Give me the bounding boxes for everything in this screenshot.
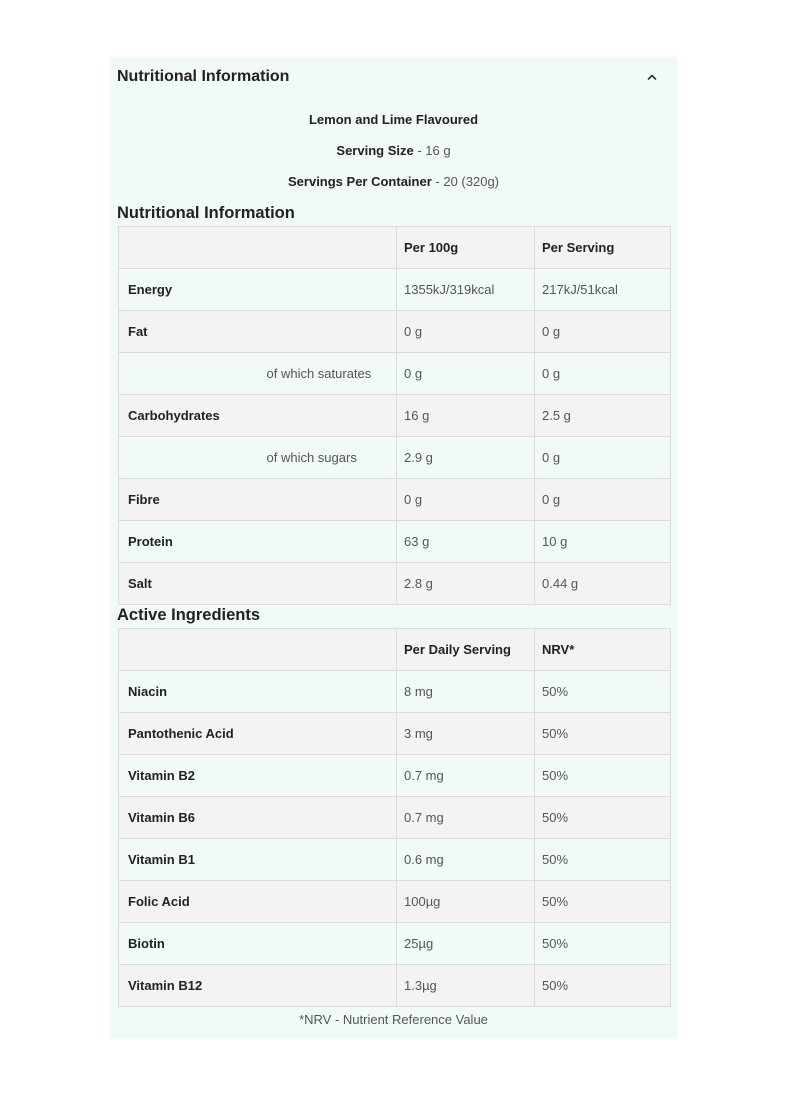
per-100g-value: 0 g bbox=[397, 353, 535, 395]
nutrient-name: Salt bbox=[119, 563, 267, 605]
spacer-cell bbox=[267, 965, 397, 1007]
daily-serving-amount: 8 mg bbox=[397, 671, 535, 713]
column-header: Per Daily Serving bbox=[397, 629, 535, 671]
nutrient-subitem bbox=[267, 563, 397, 605]
nutrition-panel bbox=[110, 57, 677, 1039]
per-100g-value: 0 g bbox=[397, 479, 535, 521]
spacer-cell bbox=[267, 797, 397, 839]
nutrient-subitem bbox=[267, 311, 397, 353]
ingredient-name: Vitamin B1 bbox=[119, 839, 267, 881]
table-row bbox=[119, 353, 671, 395]
table-row bbox=[119, 797, 671, 839]
ingredient-name: Vitamin B6 bbox=[119, 797, 267, 839]
active-ingredients-table bbox=[118, 628, 671, 1007]
table-row bbox=[119, 671, 671, 713]
table-row bbox=[119, 881, 671, 923]
per-100g-value: 1355kJ/319kcal bbox=[397, 269, 535, 311]
table-header-row bbox=[119, 227, 671, 269]
spacer-cell bbox=[267, 881, 397, 923]
per-serving-value: 217kJ/51kcal bbox=[535, 269, 671, 311]
daily-serving-amount: 0.6 mg bbox=[397, 839, 535, 881]
table-row bbox=[119, 269, 671, 311]
per-100g-value: 2.9 g bbox=[397, 437, 535, 479]
ingredient-name: Pantothenic Acid bbox=[119, 713, 267, 755]
nutrient-name: Protein bbox=[119, 521, 267, 563]
per-100g-value: 63 g bbox=[397, 521, 535, 563]
nrv-percent: 50% bbox=[535, 881, 671, 923]
serving-size-value: - 16 g bbox=[417, 143, 451, 158]
nutrient-name: Carbohydrates bbox=[119, 395, 267, 437]
daily-serving-amount: 25µg bbox=[397, 923, 535, 965]
active-section-title: Active Ingredients bbox=[117, 606, 261, 624]
ingredient-name: Vitamin B12 bbox=[119, 965, 267, 1007]
ingredient-name: Vitamin B2 bbox=[119, 755, 267, 797]
spacer-cell bbox=[267, 713, 397, 755]
ingredient-name: Folic Acid bbox=[119, 881, 267, 923]
spacer-cell bbox=[267, 923, 397, 965]
table-row bbox=[119, 965, 671, 1007]
spacer-cell bbox=[267, 755, 397, 797]
nutrient-name: Fat bbox=[119, 311, 267, 353]
column-header: NRV* bbox=[535, 629, 671, 671]
table-row bbox=[119, 521, 671, 563]
serving-size-label: Serving Size bbox=[336, 143, 414, 158]
serving-size-line bbox=[110, 143, 677, 158]
per-serving-value: 0.44 g bbox=[535, 563, 671, 605]
nutrient-subitem: of which saturates bbox=[267, 353, 397, 395]
flavour-line bbox=[110, 112, 677, 127]
nutrition-section-title: Nutritional Information bbox=[117, 204, 295, 222]
daily-serving-amount: 3 mg bbox=[397, 713, 535, 755]
nutrient-name bbox=[119, 437, 267, 479]
nrv-percent: 50% bbox=[535, 797, 671, 839]
nutrient-subitem: of which sugars bbox=[267, 437, 397, 479]
daily-serving-amount: 100µg bbox=[397, 881, 535, 923]
per-100g-value: 2.8 g bbox=[397, 563, 535, 605]
servings-label: Servings Per Container bbox=[288, 174, 432, 189]
column-header: Per 100g bbox=[397, 227, 535, 269]
table-row bbox=[119, 563, 671, 605]
table-row bbox=[119, 755, 671, 797]
nrv-percent: 50% bbox=[535, 755, 671, 797]
table-row bbox=[119, 395, 671, 437]
nutrient-name: Energy bbox=[119, 269, 267, 311]
servings-value: - 20 (320g) bbox=[435, 174, 499, 189]
nrv-percent: 50% bbox=[535, 713, 671, 755]
nutrient-subitem bbox=[267, 479, 397, 521]
column-header bbox=[267, 227, 397, 269]
spacer-cell bbox=[267, 839, 397, 881]
ingredient-name: Biotin bbox=[119, 923, 267, 965]
per-100g-value: 16 g bbox=[397, 395, 535, 437]
ingredient-name: Niacin bbox=[119, 671, 267, 713]
table-header-row bbox=[119, 629, 671, 671]
column-header bbox=[119, 227, 267, 269]
daily-serving-amount: 0.7 mg bbox=[397, 797, 535, 839]
nrv-footnote: *NRV - Nutrient Reference Value bbox=[299, 1012, 488, 1027]
nrv-percent: 50% bbox=[535, 965, 671, 1007]
per-serving-value: 0 g bbox=[535, 479, 671, 521]
per-serving-value: 0 g bbox=[535, 311, 671, 353]
daily-serving-amount: 0.7 mg bbox=[397, 755, 535, 797]
column-header: Per Serving bbox=[535, 227, 671, 269]
daily-serving-amount: 1.3µg bbox=[397, 965, 535, 1007]
accordion-header[interactable] bbox=[110, 57, 677, 97]
chevron-up-icon[interactable] bbox=[645, 70, 659, 84]
per-serving-value: 10 g bbox=[535, 521, 671, 563]
nutrient-name: Fibre bbox=[119, 479, 267, 521]
per-serving-value: 2.5 g bbox=[535, 395, 671, 437]
column-header bbox=[267, 629, 397, 671]
table-row bbox=[119, 311, 671, 353]
nutrition-table bbox=[118, 226, 671, 605]
servings-line bbox=[110, 174, 677, 189]
nutrient-subitem bbox=[267, 395, 397, 437]
spacer-cell bbox=[267, 671, 397, 713]
accordion-title: Nutritional Information bbox=[117, 68, 290, 85]
table-row bbox=[119, 713, 671, 755]
per-serving-value: 0 g bbox=[535, 353, 671, 395]
nutrient-subitem bbox=[267, 521, 397, 563]
table-row bbox=[119, 437, 671, 479]
per-100g-value: 0 g bbox=[397, 311, 535, 353]
flavour-text: Lemon and Lime Flavoured bbox=[308, 112, 479, 127]
table-row bbox=[119, 479, 671, 521]
nutrient-name bbox=[119, 353, 267, 395]
column-header bbox=[119, 629, 267, 671]
nutrient-subitem bbox=[267, 269, 397, 311]
per-serving-value: 0 g bbox=[535, 437, 671, 479]
table-row bbox=[119, 839, 671, 881]
nrv-percent: 50% bbox=[535, 839, 671, 881]
nrv-percent: 50% bbox=[535, 923, 671, 965]
nrv-percent: 50% bbox=[535, 671, 671, 713]
table-row bbox=[119, 923, 671, 965]
